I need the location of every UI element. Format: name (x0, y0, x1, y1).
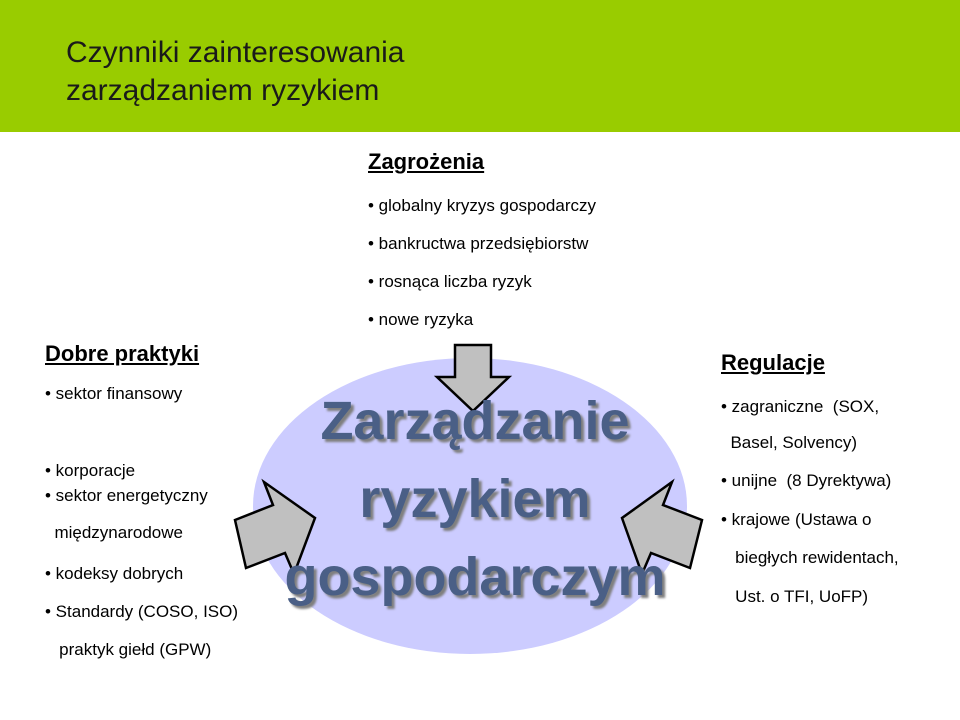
central-line-2: ryzykiem (359, 469, 591, 529)
list-item (45, 486, 208, 506)
regulations-block (721, 350, 956, 610)
list-item: • globalny kryzys gospodarczy (368, 196, 596, 215)
list-item: Basel, Solvency) (721, 433, 858, 452)
title-line-1: Czynniki zainteresowania (66, 36, 405, 69)
threats-block (368, 149, 678, 339)
list-item-line: • Standardy (COSO, ISO) (45, 602, 239, 621)
central-line-3: gospodarczym (284, 547, 666, 607)
list-item: Ust. o TFI, UoFP) (721, 587, 869, 606)
list-item: biegłych rewidentach, (721, 548, 899, 567)
practices-heading: Dobre praktyki (45, 341, 200, 366)
list-item-line: • korporacje (45, 461, 136, 480)
regulations-list (721, 376, 956, 606)
central-line-1: Zarządzanie (320, 391, 630, 451)
list-item-line: praktyk giełd (GPW) (45, 640, 212, 659)
regulations-heading: Regulacje (721, 350, 825, 375)
threats-heading: Zagrożenia (368, 149, 485, 174)
list-item: • bankructwa przedsiębiorstw (368, 234, 589, 253)
list-item-line: • sektor finansowy (45, 384, 183, 403)
list-item-line: międzynarodowe (45, 523, 183, 542)
list-item: • unijne (8 Dyrektywa) (721, 471, 892, 490)
list-item-line: • kodeksy dobrych (45, 564, 184, 583)
practices-block (45, 341, 305, 659)
list-item: • rosnąca liczba ryzyk (368, 272, 532, 291)
list-item: • krajowe (Ustawa o (721, 510, 872, 529)
list-item (45, 384, 182, 404)
list-item: • zagraniczne (SOX, (721, 397, 880, 416)
list-item: • nowe ryzyka (368, 310, 474, 329)
title-line-2: zarządzaniem ryzykiem (66, 74, 380, 107)
list-item-line: • sektor energetyczny (45, 486, 208, 505)
list-item (45, 602, 238, 622)
